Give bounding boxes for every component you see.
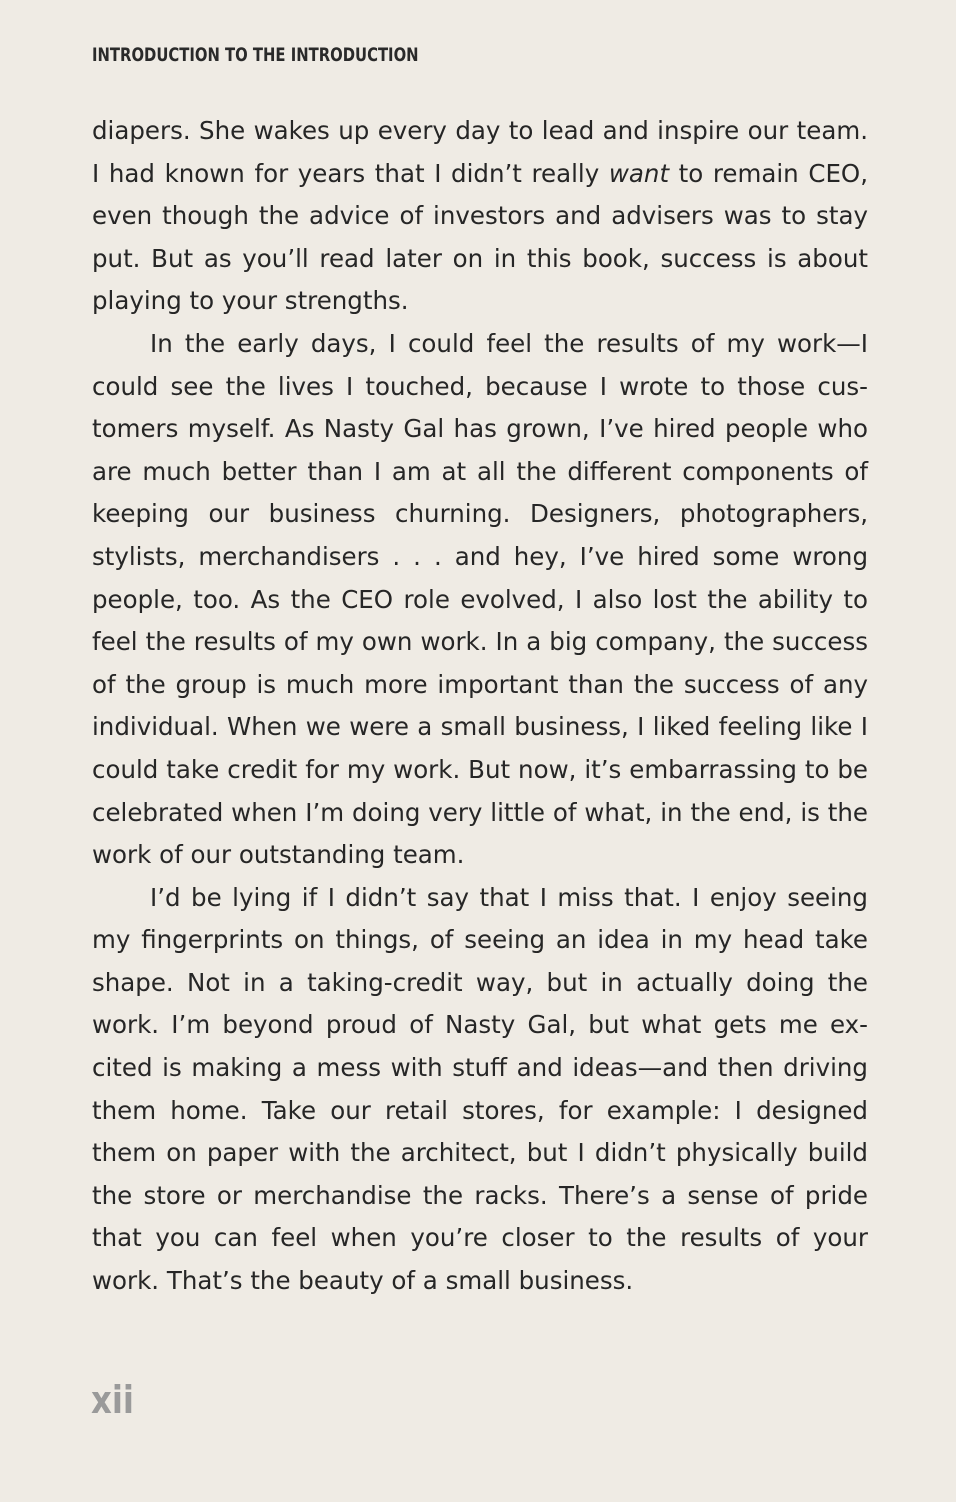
page-number: xii [91, 1378, 134, 1422]
running-head: INTRODUCTION TO THE INTRODUCTION [92, 44, 419, 66]
paragraph-1-text-after: to remain CEO, even though the advice of investors and advisers was to stay put. But as you’ll read later on in this book, success is about playing to your strengths. [92, 158, 868, 316]
paragraph-3: I’d be lying if I didn’t say that I miss that. I enjoy seeing my fingerprints on things, of seeing an idea in my head take shape. Not in a taking-credit way, but in actually doing the work. I’m beyond proud of Nasty Gal, but what gets me excited is making a mess with stuff and ideas—and then driving them home. Take our retail stores, for example: I designed them on paper with the architect, but I didn’t physically build the store or merchandise the racks. There’s a sense of pride that you can feel when you’re closer to the results of your work. That’s the beauty of a small business. [92, 882, 868, 1296]
paragraph-1-emphasis: want [608, 158, 670, 188]
paragraph-1-text-before: diapers. She wakes up every day to lead and inspire our team. I had known for years that I didn’t really [92, 116, 868, 188]
body-text [92, 110, 868, 1303]
paragraph-2: In the early days, I could feel the results of my work—I could see the lives I touched, because I wrote to those customers myself. As Nasty Gal has grown, I’ve hired people who are much better than I am at all the different components of keeping our business churning. Designers, photographers, stylists, merchandisers . . . and hey, I’ve hired some wrong people, too. As the CEO role evolved, I also lost the ability to feel the results of my own work. In a big company, the success of the group is much more important than the success of any individual. When we were a small business, I liked feeling like I could take credit for my work. But now, it’s embarrassing to be celebrated when I’m doing very little of what, in the end, is the work of our outstanding team. [92, 328, 868, 870]
paragraph-1 [92, 110, 868, 323]
